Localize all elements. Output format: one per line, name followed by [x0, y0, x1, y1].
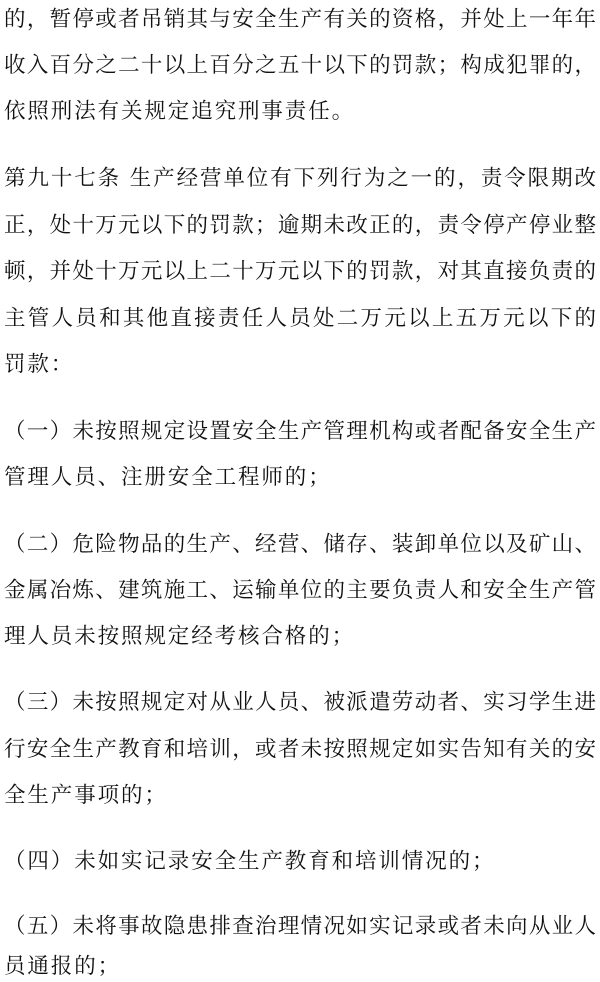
- text-line: （五）未将事故隐患排查治理情况如实记录或者未向从业人: [4, 914, 596, 939]
- text-line: 全生产事项的；: [4, 783, 168, 808]
- text-line: 主管人员和其他直接责任人员处二万元以上五万元以下的: [4, 306, 596, 331]
- text-line: 行安全生产教育和培训，或者未按照规定如实告知有关的安: [4, 737, 596, 762]
- text-line: 正，处十万元以下的罚款；逾期未改正的，责令停产停业整: [4, 213, 596, 238]
- text-line: （一）未按照规定设置安全生产管理机构或者配备安全生产: [4, 419, 596, 444]
- text-line: 管理人员、注册安全工程师的；: [4, 465, 332, 490]
- text-line: 罚款：: [4, 352, 75, 377]
- text-line: （三）未按照规定对从业人员、被派遣劳动者、实习学生进: [4, 690, 596, 715]
- text-line: （二）危险物品的生产、经营、储存、装卸单位以及矿山、: [4, 532, 596, 557]
- text-line: 第九十七条 生产经营单位有下列行为之一的，责令限期改: [4, 166, 596, 191]
- text-line: 员通报的；: [4, 954, 122, 979]
- text-line: 收入百分之二十以上百分之五十以下的罚款；构成犯罪的，: [4, 53, 596, 78]
- text-line: （四）未如实记录安全生产教育和培训情况的；: [4, 849, 496, 874]
- text-line: 的，暂停或者吊销其与安全生产有关的资格，并处上一年年: [4, 7, 596, 32]
- text-line: 顿，并处十万元以上二十万元以下的罚款，对其直接负责的: [4, 259, 596, 284]
- text-line: 金属冶炼、建筑施工、运输单位的主要负责人和安全生产管: [4, 578, 596, 603]
- text-line: 依照刑法有关规定追究刑事责任。: [4, 99, 356, 124]
- text-line: 理人员未按照规定经考核合格的；: [4, 624, 356, 649]
